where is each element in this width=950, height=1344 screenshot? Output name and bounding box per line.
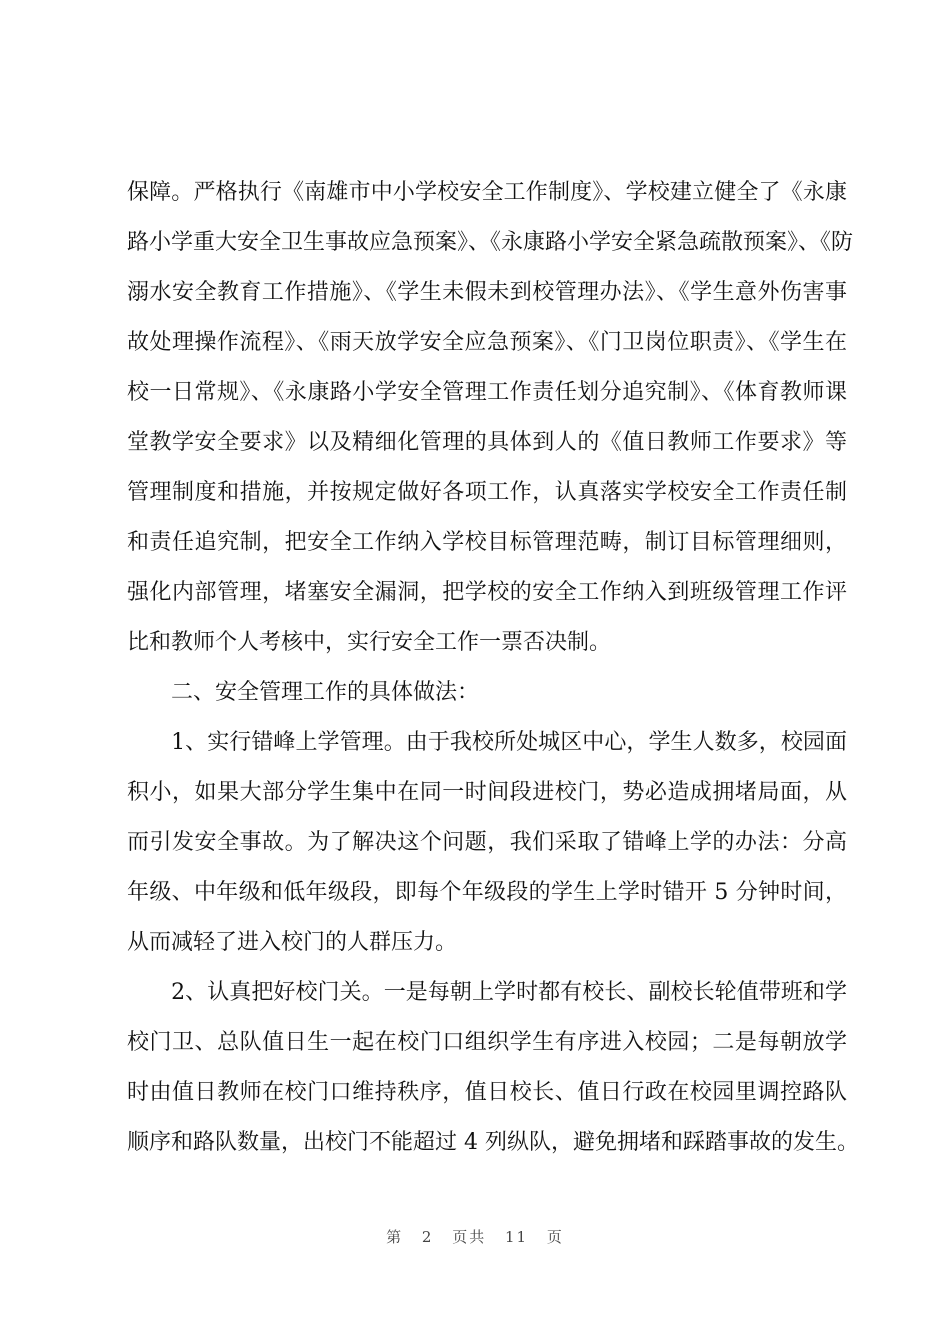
footer-suffix: 页	[546, 1228, 564, 1246]
text-line: 1、实行错峰上学管理。由于我校所处城区中心，学生人数多，校园面	[127, 730, 847, 755]
text-line: 时由值日教师在校门口维持秩序，值日校长、值日行政在校园里调控路队	[127, 1080, 847, 1105]
footer-total-pages: 11	[505, 1228, 529, 1246]
text-line: 积小，如果大部分学生集中在同一时间段进校门，势必造成拥堵局面，从	[127, 780, 847, 805]
footer-middle: 页共	[452, 1228, 487, 1246]
footer-prefix: 第	[386, 1228, 404, 1246]
text-line: 比和教师个人考核中，实行安全工作一票否决制。	[127, 630, 612, 655]
text-line: 堂教学安全要求》以及精细化管理的具体到人的《值日教师工作要求》等	[127, 430, 847, 455]
paragraph-school-gate	[127, 968, 859, 1168]
text-line: 溺水安全教育工作措施》、《学生未假未到校管理办法》、《学生意外伤害事	[127, 280, 847, 305]
text-line: 年级、中年级和低年级段，即每个年级段的学生上学时错开 5 分钟时间，	[127, 880, 847, 905]
heading-line: 二、安全管理工作的具体做法：	[127, 680, 480, 705]
text-line: 校门卫、总队值日生一起在校门口组织学生有序进入校园；二是每朝放学	[127, 1030, 847, 1055]
text-line: 校一日常规》、《永康路小学安全管理工作责任划分追究制》、《体育教师课	[127, 380, 847, 405]
text-line: 顺序和路队数量，出校门不能超过 4 列纵队，避免拥堵和踩踏事故的发生。	[127, 1130, 859, 1155]
section-heading	[127, 668, 847, 718]
paragraph-staggered-entry	[127, 718, 847, 968]
text-line: 强化内部管理，堵塞安全漏洞，把学校的安全工作纳入到班级管理工作评	[127, 580, 847, 605]
text-line: 和责任追究制，把安全工作纳入学校目标管理范畴，制订目标管理细则，	[127, 530, 847, 555]
footer-page-number: 2	[421, 1228, 434, 1246]
page-footer	[0, 1226, 950, 1247]
text-line: 路小学重大安全卫生事故应急预案》、《永康路小学安全紧急疏散预案》、《防	[127, 230, 854, 255]
text-line: 而引发安全事故。为了解决这个问题，我们采取了错峰上学的办法：分高	[127, 830, 847, 855]
paragraph-regulations	[127, 168, 854, 668]
text-line: 2、认真把好校门关。一是每朝上学时都有校长、副校长轮值带班和学	[127, 980, 847, 1005]
text-line: 保障。严格执行《南雄市中小学校安全工作制度》、学校建立健全了《永康	[127, 180, 847, 205]
text-line: 管理制度和措施，并按规定做好各项工作，认真落实学校安全工作责任制	[127, 480, 847, 505]
document-body	[127, 168, 859, 1168]
text-line: 从而减轻了进入校门的人群压力。	[127, 930, 458, 955]
text-line: 故处理操作流程》、《雨天放学安全应急预案》、《门卫岗位职责》、《学生在	[127, 330, 847, 355]
